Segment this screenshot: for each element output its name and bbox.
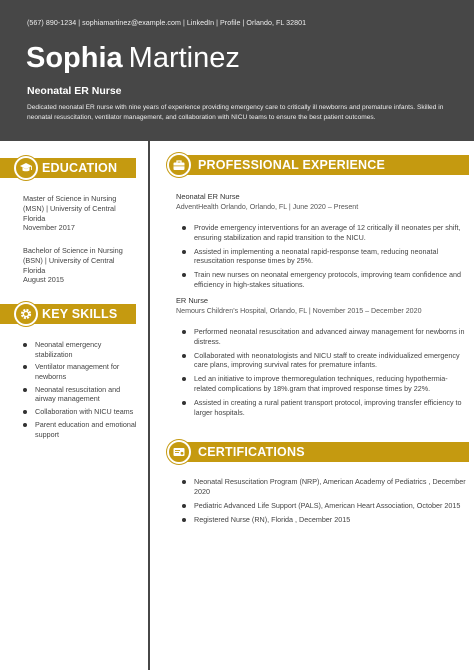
education-item (23, 194, 141, 233)
first-name: Sophia (26, 42, 123, 74)
graduation-date: August 2015 (23, 275, 64, 285)
job-bullet: Led an initiative to improve thermoregulation techniques, reducing hypothermia-related complications by 18%.gram that improved response times by 22%. (181, 374, 466, 393)
experience-section-header (172, 155, 469, 175)
degree-line: Florida (23, 265, 46, 275)
job-bullet: Train new nurses on neonatal emergency protocols, improving team confidence and efficiency in high-stakes situations. (181, 270, 466, 289)
certifications-section-header (172, 442, 469, 462)
last-name: Martinez (128, 42, 240, 74)
degree-line: Master of Science in Nursing (23, 194, 117, 203)
job-headline: Neonatal ER Nurse (27, 85, 122, 97)
certifications-title: CERTIFICATIONS (198, 445, 305, 459)
skill-item: Neonatal resuscitation and airway management (22, 385, 140, 404)
education-title: EDUCATION (42, 161, 118, 175)
skills-title: KEY SKILLS (42, 307, 118, 321)
job-title: ER Nurse (176, 296, 209, 305)
degree-line: (BSN) | University of Central (23, 255, 115, 265)
skill-item: Parent education and emotional support (22, 420, 140, 439)
job-bullet: Performed neonatal resuscitation and advanced airway management for newborns in distress. (181, 327, 466, 346)
briefcase-icon (167, 153, 191, 177)
column-divider (148, 141, 150, 670)
skill-item: Neonatal emergency stabilization (22, 340, 140, 359)
graduation-cap-icon (14, 156, 38, 180)
job-bullet: Assisted in implementing a neonatal rapid-response team, reducing neonatal resuscitation response times by 25%. (181, 247, 466, 266)
experience-title: PROFESSIONAL EXPERIENCE (198, 158, 386, 172)
job-bullets (181, 223, 466, 294)
job-bullet: Provide emergency interventions for an average of 12 critically ill neonates per shift, ensuring stabilization and rapid transition to the NICU. (181, 223, 466, 242)
certification-item: Registered Nurse (RN), Florida , December 2015 (181, 515, 466, 525)
contact-line: (567) 890-1234 | sophiamartinez@example.com | LinkedIn | Profile | Orlando, FL 32801 (27, 19, 307, 27)
job-meta: Nemours Children’s Hospital, Orlando, FL | November 2015 – December 2020 (176, 307, 422, 315)
job-bullet: Collaborated with neonatologists and NICU staff to create individualized emergency care plans, improving survival rates for premature infants. (181, 351, 466, 370)
skill-item: Ventilator management for newborns (22, 362, 140, 381)
profile-summary: Dedicated neonatal ER nurse with nine years of experience providing emergency care to critically ill newborns and premature infants. Skilled in neonatal resuscitation, ventilator management, and collaboration with NICU teams to ensure the best patient outcomes. (27, 104, 444, 121)
skills-list (22, 340, 140, 442)
certification-item: Pediatric Advanced Life Support (PALS), American Heart Association, October 2015 (181, 501, 466, 511)
skill-item: Collaboration with NICU teams (22, 407, 140, 417)
degree-line: (MSN) | University of Central (23, 203, 116, 213)
education-item (23, 246, 141, 285)
job-title: Neonatal ER Nurse (176, 192, 240, 201)
degree-line: Bachelor of Science in Nursing (23, 246, 123, 255)
gear-icon (14, 302, 38, 326)
certification-item: Neonatal Resuscitation Program (NRP), American Academy of Pediatrics , December 2020 (181, 477, 466, 496)
job-meta: AdventHealth Orlando, Orlando, FL | June 2020 – Present (176, 203, 359, 211)
job-bullets (181, 327, 466, 422)
degree-line: Florida (23, 213, 46, 223)
job-bullet: Assisted in creating a rural patient transport protocol, improving transfer efficiency to larger hospitals. (181, 398, 466, 417)
graduation-date: November 2017 (23, 223, 75, 233)
certifications-list (181, 477, 466, 529)
resume-header (0, 0, 474, 141)
certificate-icon (167, 440, 191, 464)
candidate-name (26, 44, 240, 73)
